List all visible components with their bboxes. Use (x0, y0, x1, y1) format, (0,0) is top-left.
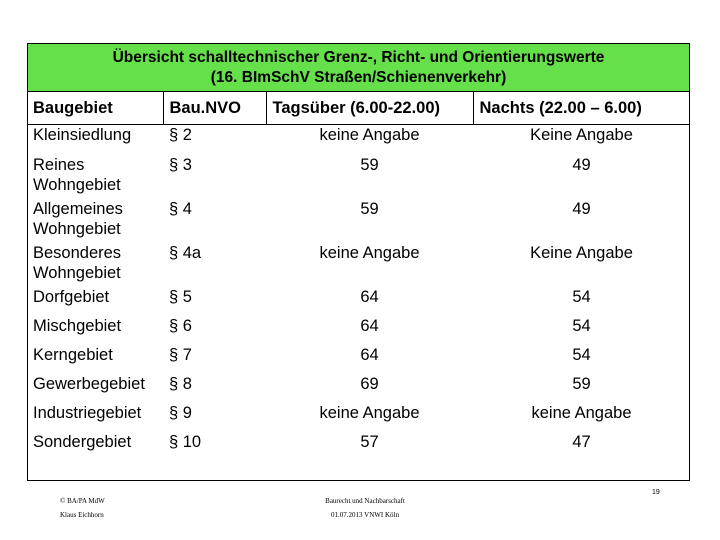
footer-center (290, 494, 440, 522)
cell-paragraph: § 5 (169, 288, 192, 306)
cell-baugebiet: Dorfgebiet (33, 288, 110, 306)
cell-paragraph: § 4a (169, 244, 202, 262)
cell-baugebiet: Industriegebiet (33, 404, 142, 422)
cell-paragraph: § 8 (169, 375, 192, 393)
cell-night-value: 47 (572, 433, 591, 451)
cell-night-value: 54 (572, 317, 591, 335)
footer-left (60, 494, 105, 522)
cell-baugebiet: Reines Wohngebiet (33, 156, 121, 194)
cell-day-value: keine Angabe (319, 126, 420, 144)
title-line-1: Übersicht schalltechnischer Grenz-, Richt- und Orientierungswerte (112, 48, 605, 66)
cell-day-value: 59 (360, 156, 379, 174)
cell-day-value: 64 (360, 288, 379, 306)
table-row (27, 155, 690, 199)
cell-night-value: 59 (572, 375, 591, 393)
header-baugebiet: Baugebiet (27, 92, 163, 125)
cell-day-value: 64 (360, 346, 379, 364)
cell-paragraph: § 4 (169, 200, 192, 218)
header-tagsueber: Tagsüber (6.00-22.00) (266, 92, 473, 125)
cell-night-value: Keine Angabe (530, 126, 633, 144)
cell-baugebiet: Allgemeines Wohngebiet (33, 200, 123, 238)
cell-baugebiet: Gewerbegebiet (33, 375, 145, 393)
title-line-2: (16. BImSchV Straßen/Schienenverkehr) (210, 68, 507, 86)
footer-topic: Baurecht und Nachbarschaft (325, 497, 405, 505)
table-row (27, 345, 690, 374)
footer-copyright: © BA/PA MdW (60, 497, 105, 505)
footer-author: Klaus Eichhorn (60, 511, 104, 519)
cell-night-value: 49 (572, 156, 591, 174)
table-row (27, 199, 690, 243)
cell-baugebiet: Mischgebiet (33, 317, 122, 335)
cell-day-value: 59 (360, 200, 379, 218)
table-row (27, 374, 690, 403)
table-row (27, 125, 690, 156)
cell-day-value: keine Angabe (319, 244, 420, 262)
cell-paragraph: § 10 (169, 433, 202, 451)
header-row (27, 92, 690, 125)
cell-baugebiet: Kleinsiedlung (33, 126, 132, 144)
cell-paragraph: § 6 (169, 317, 192, 335)
header-baunvo: Bau.NVO (163, 92, 266, 125)
cell-night-value: keine Angabe (531, 404, 632, 422)
cell-paragraph: § 9 (169, 404, 192, 422)
cell-day-value: keine Angabe (319, 404, 420, 422)
limits-table (27, 92, 690, 461)
cell-day-value: 57 (360, 433, 379, 451)
cell-paragraph: § 7 (169, 346, 192, 364)
cell-day-value: 64 (360, 317, 379, 335)
header-nachts: Nachts (22.00 – 6.00) (473, 92, 690, 125)
table-row (27, 403, 690, 432)
cell-night-value: Keine Angabe (530, 244, 633, 262)
cell-baugebiet: Sondergebiet (33, 433, 132, 451)
cell-night-value: 49 (572, 200, 591, 218)
cell-paragraph: § 3 (169, 156, 192, 174)
footer-date-venue: 01.07.2013 VNWI Köln (331, 511, 399, 519)
table-row (27, 432, 690, 461)
table-row (27, 243, 690, 287)
cell-baugebiet: Besonderes Wohngebiet (33, 244, 122, 282)
cell-day-value: 69 (360, 375, 379, 393)
cell-night-value: 54 (572, 288, 591, 306)
table-row (27, 287, 690, 316)
page-number: 19 (652, 489, 660, 496)
cell-baugebiet: Kerngebiet (33, 346, 113, 364)
cell-paragraph: § 2 (169, 126, 192, 144)
cell-night-value: 54 (572, 346, 591, 364)
table-title (27, 43, 690, 92)
table-row (27, 316, 690, 345)
